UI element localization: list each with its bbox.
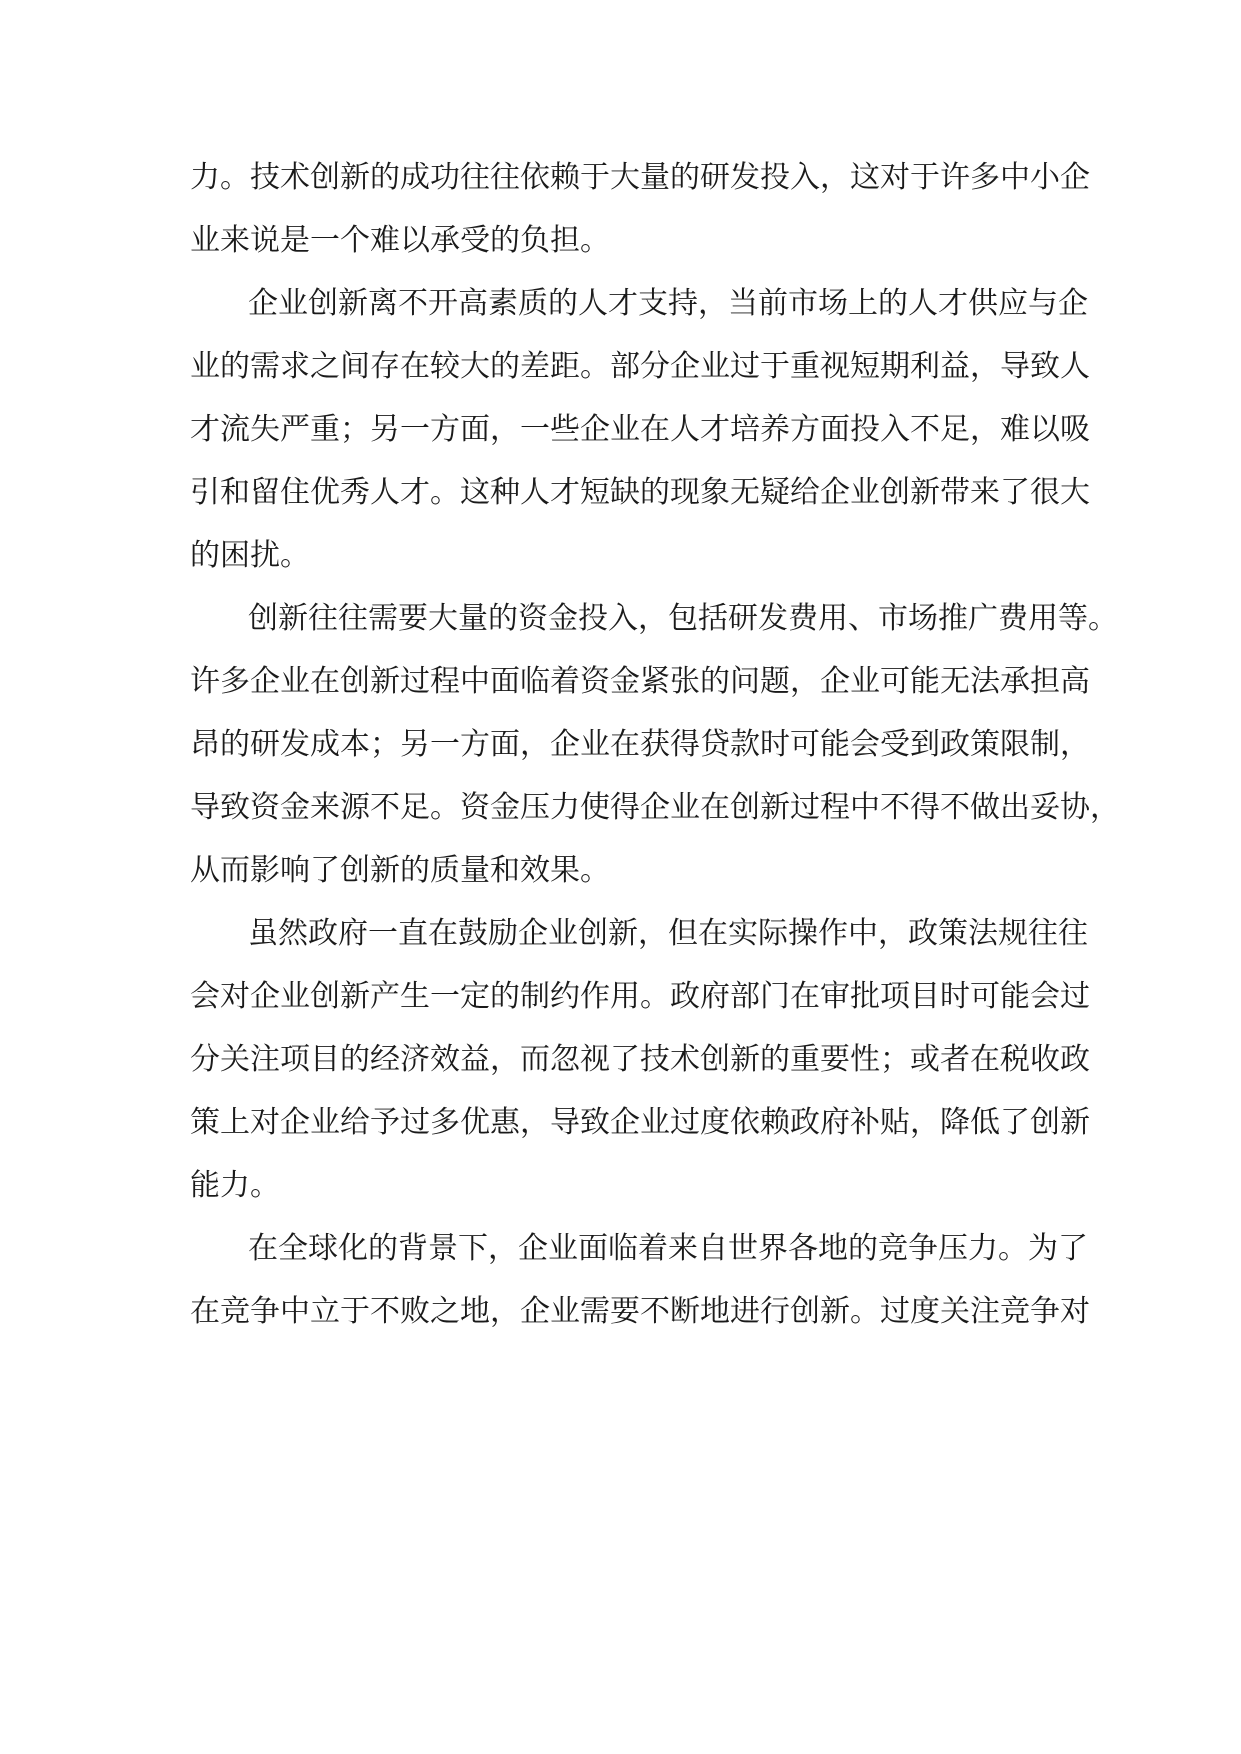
text-line: 导致资金来源不足。资金压力使得企业在创新过程中不得不做出妥协， xyxy=(190,790,1120,825)
text-line: 才流失严重；另一方面，一些企业在人才培养方面投入不足，难以吸 xyxy=(190,412,1090,447)
text-line: 分关注项目的经济效益，而忽视了技术创新的重要性；或者在税收政 xyxy=(190,1042,1090,1077)
text-line: 业的需求之间存在较大的差距。部分企业过于重视短期利益，导致人 xyxy=(190,349,1090,384)
text-line: 在竞争中立于不败之地，企业需要不断地进行创新。过度关注竞争对 xyxy=(190,1294,1090,1329)
body-text xyxy=(190,146,1120,1343)
paragraph-first-line: 在全球化的背景下，企业面临着来自世界各地的竞争压力。为了 xyxy=(248,1231,1088,1266)
text-line: 力。技术创新的成功往往依赖于大量的研发投入，这对于许多中小企 xyxy=(190,160,1090,195)
text-line: 业来说是一个难以承受的负担。 xyxy=(190,223,610,258)
text-line: 能力。 xyxy=(190,1168,280,1203)
paragraph-first-line: 企业创新离不开高素质的人才支持，当前市场上的人才供应与企 xyxy=(248,286,1088,321)
paragraph-first-line: 创新往往需要大量的资金投入，包括研发费用、市场推广费用等。 xyxy=(248,601,1118,636)
text-line: 昂的研发成本；另一方面，企业在获得贷款时可能会受到政策限制， xyxy=(190,727,1090,762)
text-line: 的困扰。 xyxy=(190,538,310,573)
text-line: 许多企业在创新过程中面临着资金紧张的问题，企业可能无法承担高 xyxy=(190,664,1090,699)
text-line: 从而影响了创新的质量和效果。 xyxy=(190,853,610,888)
text-line: 会对企业创新产生一定的制约作用。政府部门在审批项目时可能会过 xyxy=(190,979,1090,1014)
text-line: 引和留住优秀人才。这种人才短缺的现象无疑给企业创新带来了很大 xyxy=(190,475,1090,510)
text-line: 策上对企业给予过多优惠，导致企业过度依赖政府补贴，降低了创新 xyxy=(190,1105,1090,1140)
paragraph-first-line: 虽然政府一直在鼓励企业创新，但在实际操作中，政策法规往往 xyxy=(248,916,1088,951)
